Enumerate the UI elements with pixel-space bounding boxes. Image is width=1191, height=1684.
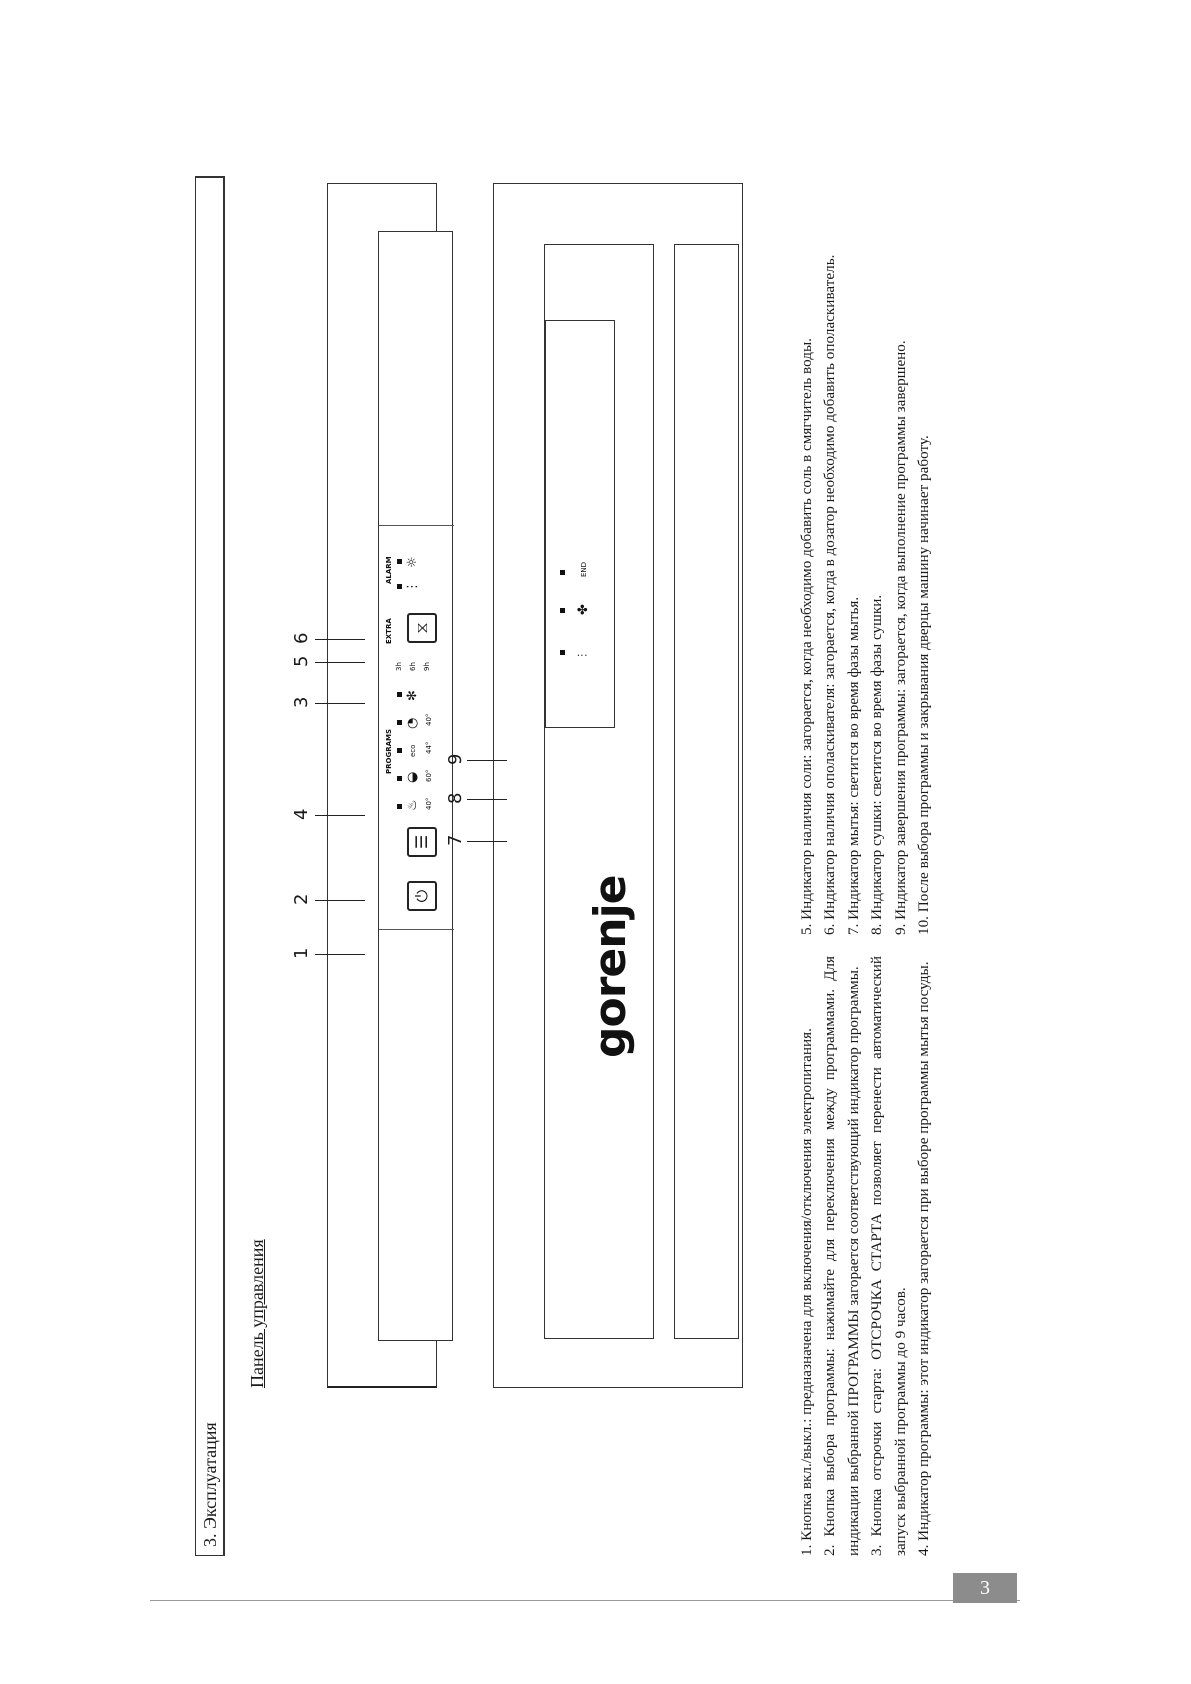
program-led [397, 748, 402, 753]
callout-line [315, 815, 365, 816]
delay-start-button-icon: ⧖ [407, 613, 437, 643]
salt-led [397, 584, 402, 589]
drying-led [560, 608, 565, 613]
rinse-aid-icon: ☼ [405, 556, 420, 568]
callout-9: 9 [445, 753, 466, 765]
indicator-display [545, 320, 615, 728]
program-led [397, 720, 402, 725]
page-subtitle: Панель управления [247, 1239, 267, 1388]
legend-item-9: 9. Индикатор завершения программы: загорается, когда выполнение программы завершено. [891, 340, 909, 935]
prewash-program-icon: ✻ [405, 690, 420, 701]
rinse-aid-led [397, 559, 402, 564]
eco-label: eco [409, 744, 417, 757]
callout-line [467, 799, 507, 800]
legend-item-4: 4. Индикатор программы: этот индикатор загорается при выборе программы мытья посуды. [915, 961, 933, 1556]
page-number: 3 [953, 1573, 1017, 1603]
legend-item-7: 7. Индикатор мытья: светится во время фазы мытья. [844, 596, 862, 935]
wash-led [560, 650, 565, 655]
normal-program-icon: ◒ [405, 771, 420, 783]
delay-9h-label: 9h [423, 662, 431, 671]
programs-group-label: PROGRAMS [385, 728, 393, 774]
salt-icon: ⋮ [405, 580, 420, 593]
temp-label: 40° [425, 713, 433, 726]
callout-3: 3 [291, 696, 312, 708]
temp-label: 60° [425, 769, 433, 782]
delay-6h-label: 6h [409, 662, 417, 671]
callout-5: 5 [291, 655, 312, 667]
section-title: 3. Эксплуатация [200, 1422, 220, 1547]
callout-line [315, 703, 365, 704]
extra-group-label: EXTRA [385, 618, 393, 644]
door-handle-strip [544, 244, 654, 1339]
callout-line [315, 954, 365, 955]
program-led [397, 692, 402, 697]
program-button-icon: ☰ [407, 827, 437, 857]
callout-line [315, 639, 365, 640]
callout-line [315, 900, 365, 901]
dishwasher-door-diagram [493, 183, 743, 1388]
control-area [379, 525, 454, 930]
callout-6: 6 [291, 632, 312, 644]
callout-8: 8 [445, 792, 466, 804]
legend-right-column [795, 175, 935, 935]
program-led [397, 776, 402, 781]
legend-item-6: 6. Индикатор наличия ополаскивателя: загорается, когда в дозатор необходимо добавить ополаскиватель. [821, 254, 839, 935]
callout-line [467, 841, 507, 842]
end-led [560, 570, 565, 575]
door-lower-strip [674, 244, 739, 1339]
legend-item-1: 1. Кнопка вкл./выкл.: предназначена для включения/отключения электропитания. [798, 1028, 815, 1556]
footer-rule [150, 1600, 1020, 1601]
legend-item-8: 8. Индикатор сушки: светится во время фазы сушки. [868, 594, 886, 935]
callout-1: 1 [291, 947, 312, 959]
program-led [397, 804, 402, 809]
power-button-icon: ⏻ [407, 881, 437, 911]
callout-4: 4 [291, 808, 312, 820]
brand-logo: gorenje [585, 875, 636, 1058]
drying-indicator-icon: ✤ [576, 604, 591, 615]
end-indicator-label: END [580, 561, 588, 577]
legend-item-2: 2. Кнопка выбора программы: нажимайте для переключения между программами. Для индикации выбранной ПРОГРАММЫ загорается соответствующий индикатор программы. [821, 956, 862, 1556]
temp-label: 44° [425, 741, 433, 754]
callout-line [467, 760, 507, 761]
legend-item-5: 5. Индикатор наличия соли: загорается, когда необходимо добавить соль в смягчитель воды. [798, 338, 815, 935]
rotated-page-content [195, 170, 1075, 1560]
temp-label: 40° [425, 797, 433, 810]
callout-line [315, 662, 365, 663]
callout-7: 7 [445, 834, 466, 846]
legend-left-column [795, 956, 935, 1556]
delay-3h-label: 3h [395, 662, 403, 671]
section-header [195, 176, 225, 1556]
alarm-group-label: ALARM [385, 556, 393, 584]
rapid-program-icon: ◔ [405, 717, 420, 729]
wash-indicator-icon: ⫶ [576, 653, 591, 657]
upper-strip [378, 231, 453, 1341]
legend-item-3: 3. Кнопка отсрочки старта: ОТСРОЧКА СТАРТА позволяет перенести автоматический запуск выбранной программы до 9 часов. [868, 956, 909, 1556]
intensive-program-icon: ♨ [405, 799, 420, 811]
control-panel-diagram [327, 183, 437, 1388]
callout-2: 2 [291, 893, 312, 905]
legend-item-10: 10. После выбора программы и закрывания дверцы машину начинает работу. [915, 435, 933, 935]
